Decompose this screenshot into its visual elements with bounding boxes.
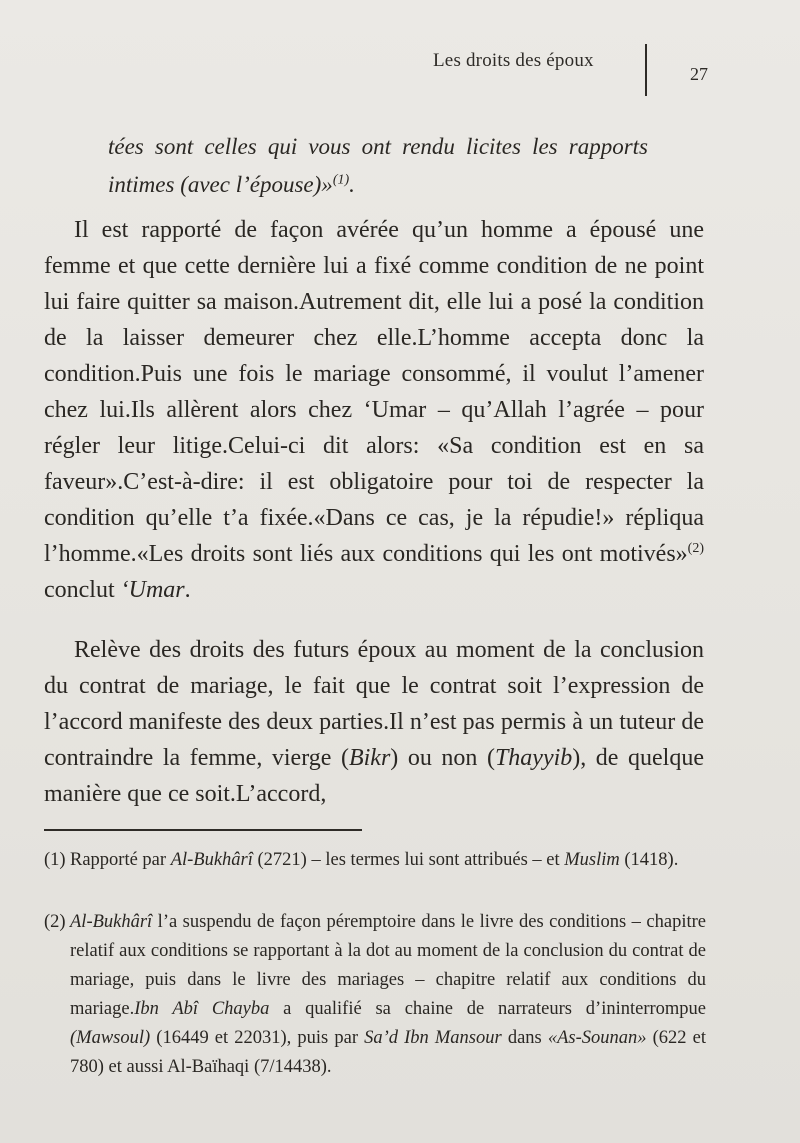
paragraph-umar-story: Il est rapporté de façon avérée qu’un homme a épousé une femme et que cette dernière lui a fixé comme condition de ne point lui faire quitter sa maison.Autrement dit, elle lui a posé la condition de la laisser demeurer chez elle.L’homme accepta donc la condition.Puis une fois le mariage consommé, il voulut l’amener chez lui.Ils allèrent alors chez ‘Umar – qu’Allah l’agrée – pour régler leur litige.Celui-ci dit alors: «Sa condition est en sa faveur».C’est-à-dire: il est obligatoire pour toi de respecter la condition qu’elle t’a fixée.«Dans ce cas, je la répudie!» répliqua l’homme.«Les droits sont liés aux conditions qui les ont motivés»$^{(2)}$ conclut ‘Umar. [44, 217, 704, 603]
running-title: Les droits des époux [433, 50, 594, 71]
quote-text: tées sont celles qui vous ont rendu licites les rapports intimes (avec l’épouse)» [108, 134, 648, 197]
footnote-2: (2) Al-Bukhârî l’a suspendu de façon péremptoire dans le livre des conditions – chapitre relatif aux conditions se rapportant à la dot au moment de la conclusion du contrat de mariage, puis dans le livre des mariages – chapitre relatif aux conditions du mariage.Ibn Abî Chayba a qualifié sa chaine de narrateurs d’ininterrompue (Mawsoul) (16449 et 22031), puis par Sa’d Ibn Mansour dans «As-Sounan» (622 et 780) et aussi Al-Baïhaqi (7/14438). [44, 908, 706, 1082]
page-number: 27 [690, 64, 708, 84]
name-umar: ‘Umar [120, 577, 185, 603]
footnote-ref-1: (1) [332, 172, 350, 188]
term-bikr: Bikr [348, 745, 391, 771]
footnote-separator [44, 829, 362, 831]
quote-continuation: tées sont celles qui vous ont rendu licites les rapports intimes (avec l’épouse)»$^{(1)}$. [108, 134, 648, 197]
footnote-ref-2: (2) [687, 541, 704, 556]
term-thayyib: Thayyib [494, 745, 573, 771]
footnote-mark: (2) [44, 912, 66, 932]
footnote-1: (1) Rapporté par Al-Bukhârî (2721) – les termes lui sont attribués – et Muslim (1418). [44, 846, 706, 875]
footnote-mark: (1) [44, 850, 66, 870]
header-divider [645, 44, 647, 96]
paragraph-consent: Relève des droits des futurs époux au moment de la conclusion du contrat de mariage, le fait que le contrat soit l’expression de l’accord manifeste des deux parties.Il n’est pas permis à un tuteur de contraindre la femme, vierge (Bikr) ou non (Thayyib), de quelque manière que ce soit.L’accord, [44, 637, 704, 807]
